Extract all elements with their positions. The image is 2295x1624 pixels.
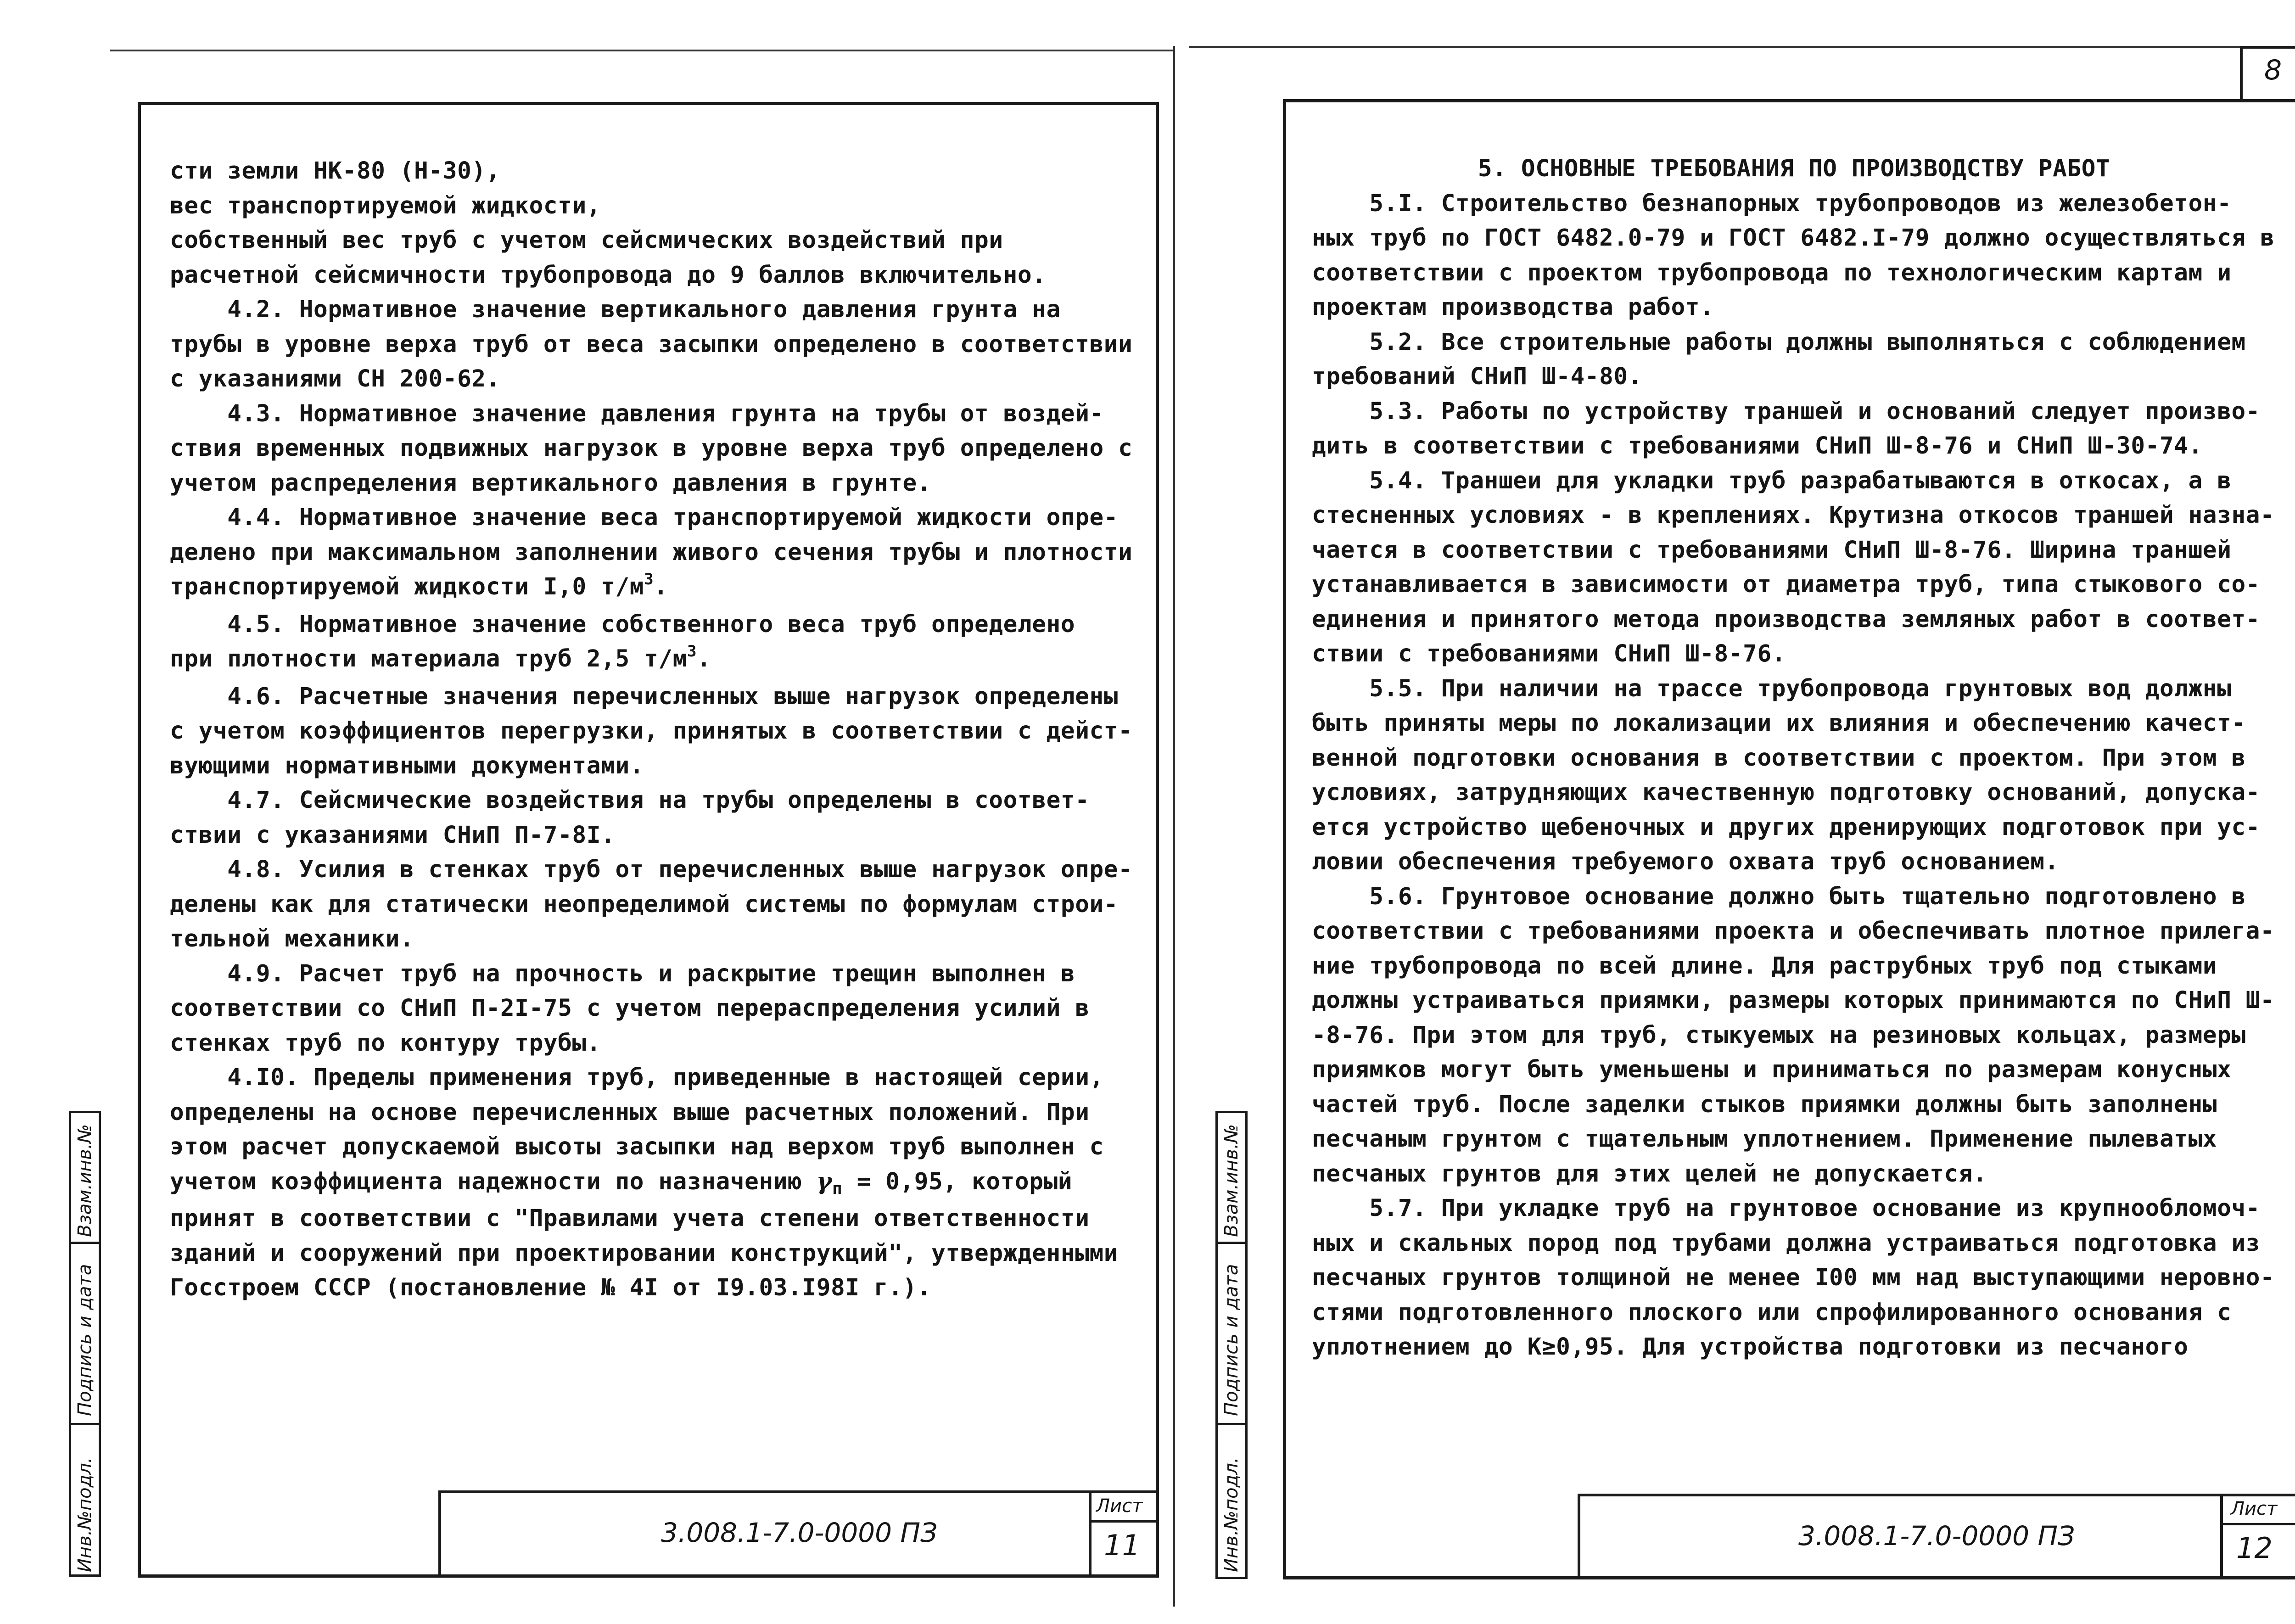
left-sheet-cell-divider — [1089, 1520, 1156, 1523]
right-side-label: Инв.№подл. — [1221, 1457, 1242, 1572]
text-line: 4.6. Расчетные значения перечисленных выше нагрузок определены — [170, 683, 1119, 710]
right-sheet-cell-divider — [2220, 1523, 2295, 1525]
period: . — [654, 573, 668, 600]
text-line: делено при максимальном заполнении живого сечения трубы и плотности — [170, 538, 1133, 566]
text-line: = 0,95, который — [842, 1168, 1073, 1195]
right-page-body — [1312, 151, 2274, 1365]
text-line: учетом коэффициента надежности по назначению — [170, 1168, 817, 1195]
text-line: определены на основе перечисленных выше расчетных положений. При — [170, 1098, 1090, 1126]
gamma-symbol: γ — [816, 1167, 832, 1195]
text-line: венной подготовки основания в соответствии с проектом. При этом в — [1312, 744, 2246, 772]
section-heading: 5. ОСНОВНЫЕ ТРЕБОВАНИЯ ПО ПРОИЗВОДСТВУ РАБОТ — [1478, 155, 2110, 182]
text-line: приямков могут быть уменьшены и приниматься по размерам конусных — [1312, 1056, 2232, 1083]
left-side-divider — [69, 1242, 101, 1244]
text-line: вес транспортируемой жидкости, — [170, 192, 601, 219]
text-line: песчаным грунтом с тщательным уплотнением. Применение пылеватых — [1312, 1126, 2217, 1153]
top-rule-left — [110, 50, 1175, 51]
text-line: 5.5. При наличии на трассе трубопровода грунтовых вод должны — [1312, 675, 2232, 702]
text-line: 5.I. Строительство безнапорных трубопроводов из железобетон- — [1312, 190, 2232, 217]
left-sheet-label: Лист — [1096, 1495, 1143, 1517]
text-line: 4.2. Нормативное значение вертикального давления грунта на — [170, 296, 1061, 323]
left-side-label: Инв.№подл. — [74, 1457, 95, 1572]
page-number: 8 — [2264, 54, 2282, 86]
text-line: сти земли НК-80 (Н-30), — [170, 157, 501, 185]
text-line: уплотнением до К≥0,95. Для устройства подготовки из песчаного — [1312, 1333, 2189, 1361]
left-page-body — [170, 154, 1132, 1305]
text-line: ние трубопровода по всей длине. Для раструбных труб под стыками — [1312, 952, 2217, 980]
text-line: 4.8. Усилия в стенках труб от перечисленных выше нагрузок опре- — [170, 856, 1133, 883]
text-line: частей труб. После заделки стыков приямки должны быть заполнены — [1312, 1091, 2217, 1118]
text-line: учетом распределения вертикального давления в грунте. — [170, 469, 932, 497]
right-sheet-label: Лист — [2231, 1498, 2278, 1519]
superscript: 3 — [687, 642, 697, 661]
right-side-divider — [1215, 1423, 1248, 1425]
text-line: условиях, затрудняющих качественную подготовку оснований, допуска- — [1312, 779, 2261, 806]
text-line: стями подготовленного плоского или спрофилированного основания с — [1312, 1299, 2232, 1326]
gamma-subscript: п — [832, 1179, 843, 1198]
text-line: быть приняты меры по локализации их влияния и обеспечению качест- — [1312, 710, 2246, 737]
text-line: 5.4. Траншеи для укладки труб разрабатываются в откосах, а в — [1312, 467, 2232, 494]
text-line: этом расчет допускаемой высоты засыпки над верхом труб выполнен с — [170, 1133, 1104, 1160]
text-line: собственный вес труб с учетом сейсмических воздействий при — [170, 227, 1003, 254]
right-side-label: Подпись и дата — [1221, 1264, 1242, 1416]
text-line: стесненных условиях - в креплениях. Крутизна откосов траншей назна- — [1312, 502, 2275, 529]
left-side-label: Подпись и дата — [74, 1264, 95, 1416]
text-line: транспортируемой жидкости I,0 т/м — [170, 573, 644, 600]
text-line: дить в соответствии с требованиями СНиП Ш-8-76 и СНиП Ш-30-74. — [1312, 432, 2203, 459]
right-doc-code: 3.008.1-7.0-0000 ПЗ — [1798, 1520, 2075, 1551]
text-line: требований СНиП Ш-4-80. — [1312, 363, 1643, 390]
text-line: 5.3. Работы по устройству траншей и оснований следует произво- — [1312, 398, 2261, 425]
text-line: чается в соответствии с требованиями СНиП Ш-8-76. Ширина траншей — [1312, 536, 2232, 564]
text-line: Госстроем СССР (постановление № 4I от I9.03.I98I г.). — [170, 1274, 932, 1301]
right-side-divider — [1215, 1242, 1248, 1244]
right-sheet-number: 12 — [2236, 1531, 2273, 1565]
superscript: 3 — [644, 570, 654, 588]
text-line: ных и скальных пород под трубами должна устраиваться подготовка из — [1312, 1229, 2261, 1257]
text-line: принят в соответствии с "Правилами учета степени ответственности — [170, 1205, 1090, 1232]
text-line: расчетной сейсмичности трубопровода до 9 баллов включительно. — [170, 261, 1047, 289]
text-line: 4.7. Сейсмические воздействия на трубы определены в соответ- — [170, 787, 1090, 814]
text-line: с учетом коэффициентов перегрузки, принятых в соответствии с дейст- — [170, 717, 1133, 745]
text-line: 5.7. При укладке труб на грунтовое основание из крупнообломоч- — [1312, 1195, 2261, 1222]
text-line: 4.I0. Пределы применения труб, приведенные в настоящей серии, — [170, 1064, 1104, 1091]
text-line: должны устраиваться приямки, размеры которых принимаются по СНиП Ш- — [1312, 987, 2275, 1014]
text-line: песчаных грунтов для этих целей не допускается. — [1312, 1160, 1987, 1187]
text-line: при плотности материала труб 2,5 т/м — [170, 645, 687, 672]
text-line: 4.9. Расчет труб на прочность и раскрытие трещин выполнен в — [170, 960, 1075, 987]
text-line: устанавливается в зависимости от диаметра труб, типа стыкового со- — [1312, 571, 2261, 598]
text-line: ловии обеспечения требуемого охвата труб основанием. — [1312, 848, 2059, 875]
text-line: проектам производства работ. — [1312, 294, 1714, 321]
text-line: соответствии со СНиП П-2I-75 с учетом перераспределения усилий в — [170, 995, 1090, 1022]
text-line: песчаных грунтов толщиной не менее I00 мм над выступающими неровно- — [1312, 1264, 2275, 1291]
text-line: ствия временных подвижных нагрузок в уровне верха труб определено с — [170, 435, 1133, 462]
text-line: ствии с требованиями СНиП Ш-8-76. — [1312, 640, 1786, 667]
right-side-label: Взам.инв.№ — [1221, 1124, 1242, 1237]
text-line: тельной механики. — [170, 925, 414, 952]
left-side-label: Взам.инв.№ — [74, 1124, 95, 1237]
text-line: соответствии с проектом трубопровода по технологическим картам и — [1312, 259, 2232, 286]
text-line: 5.2. Все строительные работы должны выполняться с соблюдением — [1312, 328, 2246, 356]
text-line: 4.4. Нормативное значение веса транспортируемой жидкости опре- — [170, 504, 1119, 531]
top-rule-right — [1189, 46, 2295, 48]
text-line: трубы в уровне верха труб от веса засыпки определено в соответствии — [170, 330, 1133, 358]
text-line: ется устройство щебеночных и других дренирующих подготовок при ус- — [1312, 813, 2261, 841]
text-line: стенках труб по контуру трубы. — [170, 1029, 601, 1057]
text-line: 4.5. Нормативное значение собственного веса труб определено — [170, 610, 1075, 638]
text-line: делены как для статически неопределимой системы по формулам строи- — [170, 890, 1119, 918]
text-line: -8-76. При этом для труб, стыкуемых на резиновых кольцах, размеры — [1312, 1021, 2246, 1049]
text-line: зданий и сооружений при проектировании конструкций", утвержденными — [170, 1239, 1119, 1267]
text-line: единения и принятого метода производства земляных работ в соответ- — [1312, 605, 2261, 633]
text-line: ствии с указаниями СНиП П-7-8I. — [170, 821, 616, 849]
left-doc-code: 3.008.1-7.0-0000 ПЗ — [661, 1517, 938, 1548]
left-sheet-number: 11 — [1104, 1529, 1140, 1562]
text-line: 4.3. Нормативное значение давления грунта на трубы от воздей- — [170, 400, 1104, 427]
left-side-divider — [69, 1423, 101, 1425]
text-line: ных труб по ГОСТ 6482.0-79 и ГОСТ 6482.I-79 должно осуществляться в — [1312, 224, 2275, 252]
page-divider — [1173, 46, 1175, 1607]
text-line: 5.6. Грунтовое основание должно быть тщательно подготовлено в — [1312, 883, 2246, 910]
text-line: с указаниями СН 200-62. — [170, 365, 501, 392]
period: . — [697, 645, 711, 672]
text-line: соответствии с требованиями проекта и обеспечивать плотное прилега- — [1312, 918, 2275, 945]
text-line: вующими нормативными документами. — [170, 752, 644, 779]
